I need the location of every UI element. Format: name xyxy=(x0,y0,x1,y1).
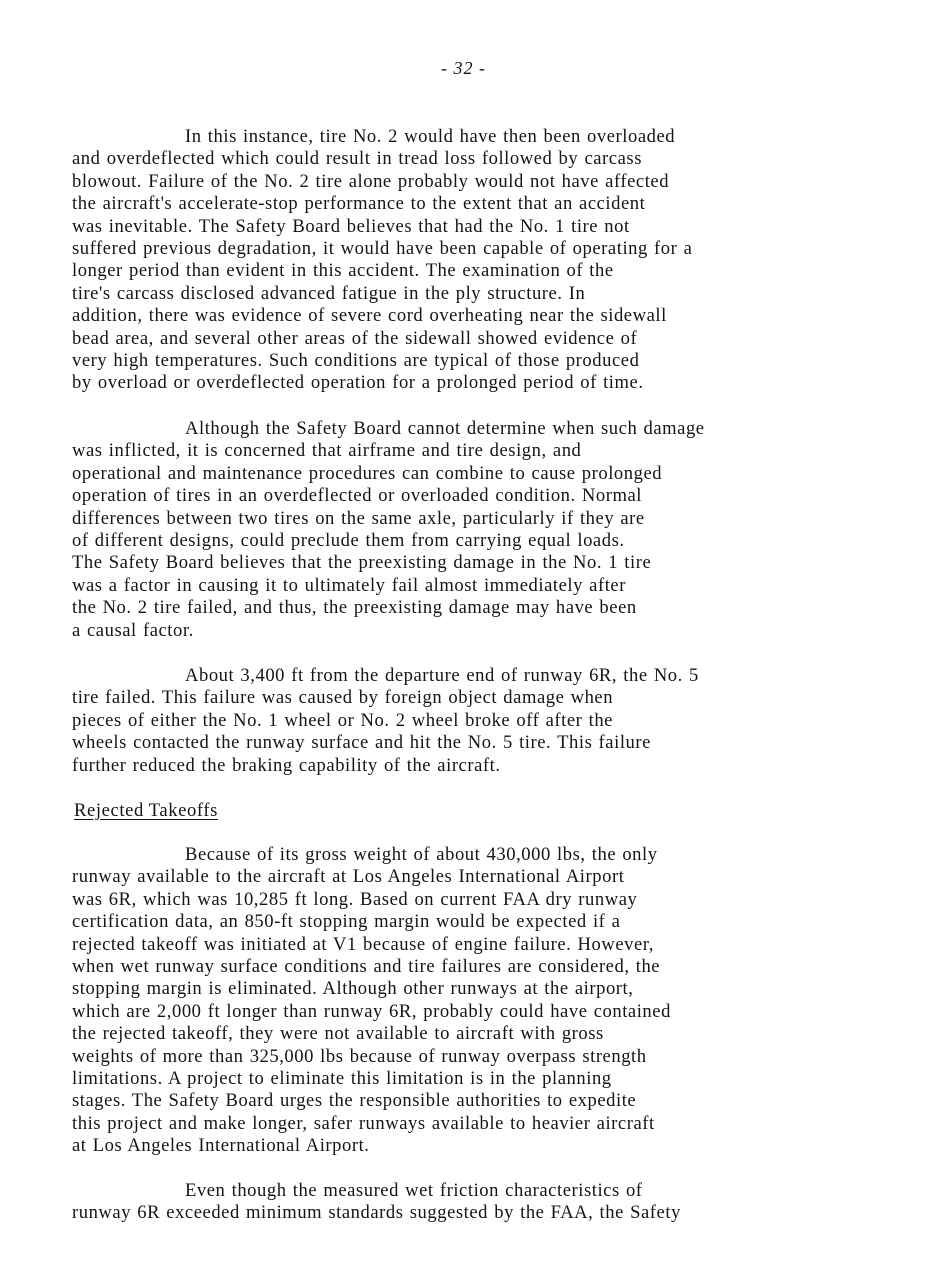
text-line: was inflicted, it is concerned that airframe and tire design, and xyxy=(72,440,582,462)
text-line: the No. 2 tire failed, and thus, the preexisting damage may have been xyxy=(72,597,637,619)
text-line: longer period than evident in this accident. The examination of the xyxy=(72,260,614,282)
paragraph-3 xyxy=(72,665,920,777)
text-line: very high temperatures. Such conditions are typical of those produced xyxy=(72,349,640,371)
text-line: pieces of either the No. 1 wheel or No. 2 wheel broke off after the xyxy=(72,709,613,731)
text-line: runway 6R exceeded minimum standards suggested by the FAA, the Safety xyxy=(72,1202,681,1224)
text-line: differences between two tires on the same axle, particularly if they are xyxy=(72,507,645,529)
section-heading: Rejected Takeoffs xyxy=(74,800,218,821)
text-line: The Safety Board believes that the preexisting damage in the No. 1 tire xyxy=(72,552,652,574)
text-line: the rejected takeoff, they were not available to aircraft with gross xyxy=(72,1023,604,1045)
text-line: limitations. A project to eliminate this limitation is in the planning xyxy=(72,1067,612,1089)
text-line: the aircraft's accelerate-stop performance to the extent that an accident xyxy=(72,193,646,215)
text-line: Even though the measured wet friction characteristics of xyxy=(185,1180,643,1201)
text-line: bead area, and several other areas of the sidewall showed evidence of xyxy=(72,327,638,349)
text-line: a causal factor. xyxy=(72,619,194,641)
text-line: About 3,400 ft from the departure end of runway 6R, the No. 5 xyxy=(185,665,699,686)
text-line: stopping margin is eliminated. Although other runways at the airport, xyxy=(72,978,634,1000)
text-line: when wet runway surface conditions and tire failures are considered, the xyxy=(72,955,661,977)
text-line: was a factor in causing it to ultimately fail almost immediately after xyxy=(72,574,626,596)
text-line: and overdeflected which could result in tread loss followed by carcass xyxy=(72,148,642,170)
text-line: tire's carcass disclosed advanced fatigue in the ply structure. In xyxy=(72,282,586,304)
text-line: operational and maintenance procedures can combine to cause prolonged xyxy=(72,462,663,484)
paragraph-4 xyxy=(72,844,920,1157)
text-line: was 6R, which was 10,285 ft long. Based on current FAA dry runway xyxy=(72,888,638,910)
text-line: blowout. Failure of the No. 2 tire alone probably would not have affected xyxy=(72,170,670,192)
page-number: - 32 - xyxy=(441,58,486,78)
text-line: In this instance, tire No. 2 would have then been overloaded xyxy=(185,126,676,147)
text-line: stages. The Safety Board urges the responsible authorities to expedite xyxy=(72,1090,637,1112)
text-line: which are 2,000 ft longer than runway 6R, probably could have contained xyxy=(72,1000,671,1022)
text-line: by overload or overdeflected operation for a prolonged period of time. xyxy=(72,372,644,394)
text-line: of different designs, could preclude them from carrying equal loads. xyxy=(72,529,625,551)
text-line: Because of its gross weight of about 430,000 lbs, the only xyxy=(185,844,658,865)
text-line: suffered previous degradation, it would have been capable of operating for a xyxy=(72,237,693,259)
text-line: wheels contacted the runway surface and hit the No. 5 tire. This failure xyxy=(72,732,651,754)
text-line: weights of more than 325,000 lbs because of runway overpass strength xyxy=(72,1045,647,1067)
paragraph-5 xyxy=(72,1180,920,1225)
text-line: at Los Angeles International Airport. xyxy=(72,1135,370,1157)
text-line: was inevitable. The Safety Board believes that had the No. 1 tire not xyxy=(72,215,630,237)
text-line: certification data, an 850-ft stopping margin would be expected if a xyxy=(72,911,621,933)
text-line: this project and make longer, safer runways available to heavier aircraft xyxy=(72,1112,655,1134)
paragraph-2 xyxy=(72,418,920,642)
paragraph-1 xyxy=(72,126,920,395)
text-line: further reduced the braking capability of the aircraft. xyxy=(72,754,501,776)
text-line: rejected takeoff was initiated at V1 because of engine failure. However, xyxy=(72,933,654,955)
text-line: tire failed. This failure was caused by foreign object damage when xyxy=(72,687,614,709)
text-line: operation of tires in an overdeflected or overloaded condition. Normal xyxy=(72,485,643,507)
text-line: runway available to the aircraft at Los Angeles International Airport xyxy=(72,866,625,888)
text-line: addition, there was evidence of severe cord overheating near the sidewall xyxy=(72,305,667,327)
text-line: Although the Safety Board cannot determine when such damage xyxy=(185,418,705,439)
